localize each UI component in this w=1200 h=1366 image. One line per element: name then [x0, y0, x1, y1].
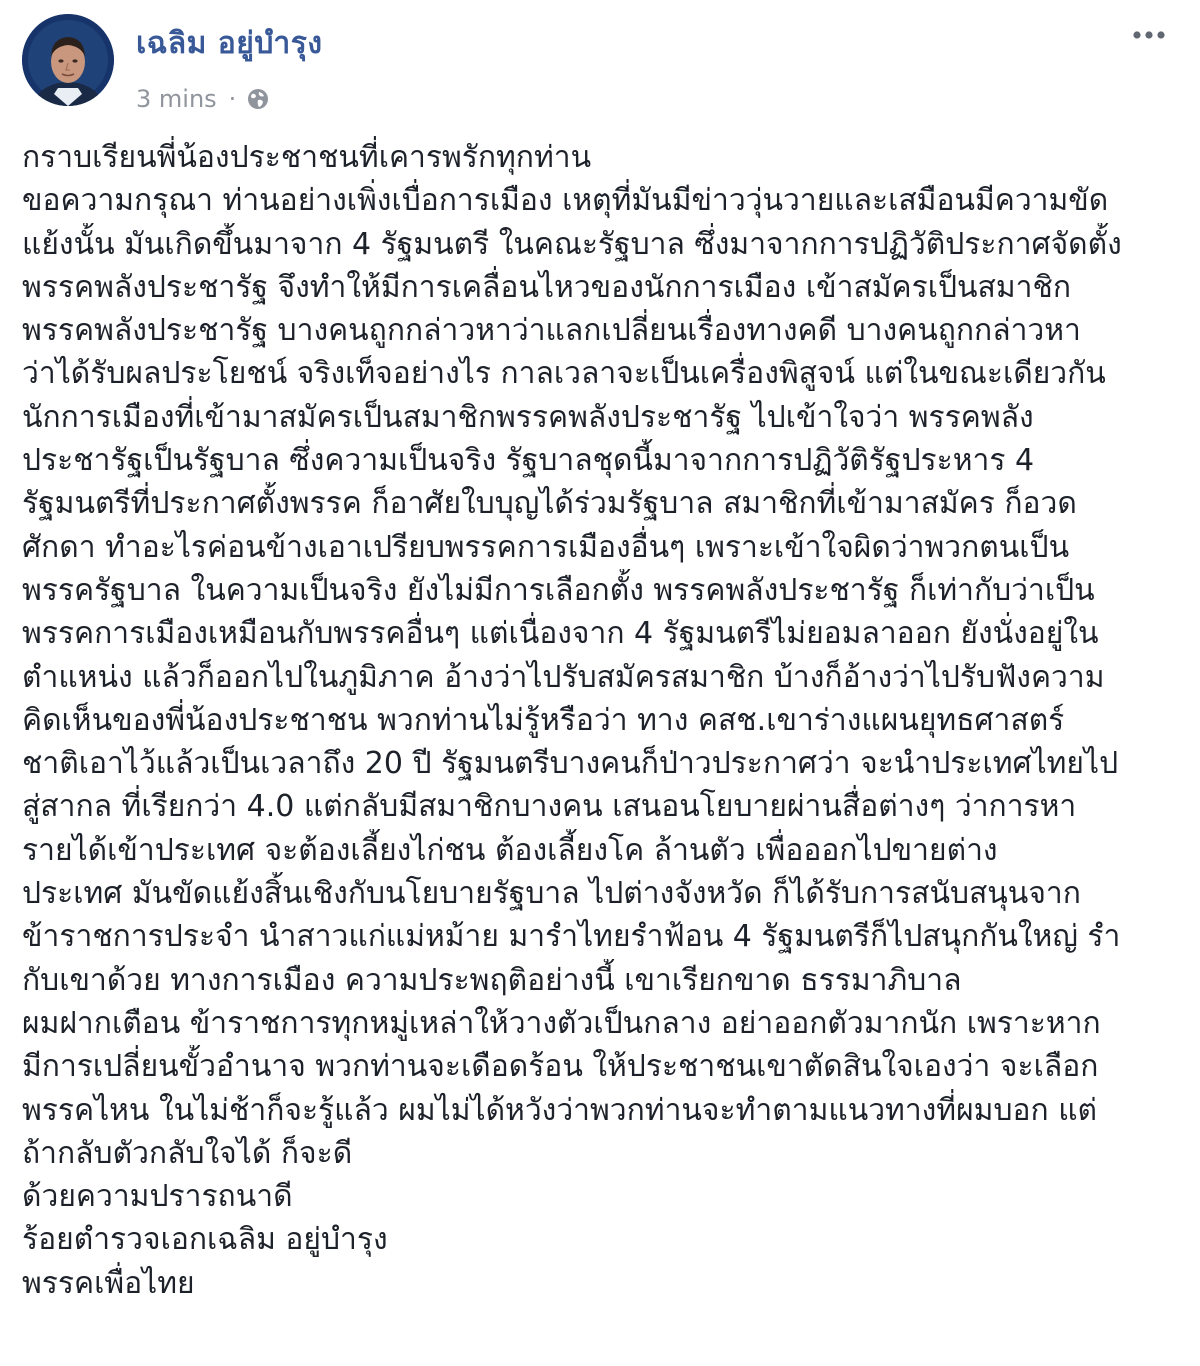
post-text-line: พรรครัฐบาล ในความเป็นจริง ยังไม่มีการเลือกตั้ง พรรคพลังประชารัฐ ก็เท่ากับว่าเป็น [22, 572, 1095, 608]
post-text-line: พรรคเพื่อไทย [22, 1265, 195, 1301]
post-text-line: ร้อยตำรวจเอกเฉลิม อยู่บำรุง [22, 1222, 388, 1258]
post-text-line: พรรคพลังประชารัฐ จึงทำให้มีการเคลื่อนไหวของนักการเมือง เข้าสมัครเป็นสมาชิก [22, 269, 1072, 305]
post-text-line: สู่สากล ที่เรียกว่า 4.0 แต่กลับมีสมาชิกบางคน เสนอนโยบายผ่านสื่อต่างๆ ว่าการหา [22, 789, 1077, 825]
post-text-line: ด้วยความปรารถนาดี [22, 1179, 293, 1215]
post-text-line: รายได้เข้าประเทศ จะต้องเลี้ยงไก่ชน ต้องเลี้ยงโค ล้านตัว เพื่อออกไปขายต่าง [22, 832, 998, 868]
post-text-line: กับเขาด้วย ทางการเมือง ความประพฤติอย่างนี้ เขาเรียกขาด ธรรมาภิบาล [22, 962, 962, 998]
author-name[interactable]: เฉลิม อยู่บำรุง [136, 26, 323, 61]
post-text-line: มีการเปลี่ยนขั้วอำนาจ พวกท่านจะเดือดร้อน ให้ประชาชนเขาตัดสินใจเองว่า จะเลือก [22, 1049, 1099, 1085]
post-text-line: แย้งนั้น มันเกิดขึ้นมาจาก 4 รัฐมนตรี ในคณะรัฐบาล ซึ่งมาจากการปฏิวัติประกาศจัดตั้ง [22, 226, 1122, 262]
meta-separator: · [228, 85, 237, 113]
post-text-line: รัฐมนตรีที่ประกาศตั้งพรรค ก็อาศัยใบบุญได้ร่วมรัฐบาล สมาชิกที่เข้ามาสมัคร ก็อวด [22, 486, 1077, 522]
post-text-line: ศักดา ทำอะไรค่อนข้างเอาเปรียบพรรคการเมืองอื่นๆ เพราะเข้าใจผิดว่าพวกตนเป็น [22, 529, 1070, 565]
post-text-line: กราบเรียนพี่น้องประชาชนที่เคารพรักทุกท่าน [22, 140, 592, 175]
globe-icon[interactable] [246, 87, 270, 111]
profile-photo [22, 14, 114, 106]
post-text-line: ประเทศ มันขัดแย้งสิ้นเชิงกับนโยบายรัฐบาล ไปต่างจังหวัด ก็ได้รับการสนับสนุนจาก [22, 876, 1081, 912]
post-text-line: ข้าราชการประจำ นำสาวแก่แม่หม้าย มารำไทยรำฟ้อน 4 รัฐมนตรีก็ไปสนุกกันใหญ่ รำ [22, 919, 1121, 955]
post-meta [136, 84, 270, 114]
post-header [22, 14, 1178, 114]
post-text-line: ขอความกรุณา ท่านอย่างเพิ่งเบื่อการเมือง เหตุที่มันมีข่าววุ่นวายและเสมือนมีความขัด [22, 183, 1109, 219]
post-text-line: ผมฝากเตือน ข้าราชการทุกหมู่เหล่าให้วางตัวเป็นกลาง อย่าออกตัวมากนัก เพราะหาก [22, 1005, 1101, 1041]
post-text-line: ว่าได้รับผลประโยชน์ จริงเท็จอย่างไร กาลเวลาจะเป็นเครื่องพิสูจน์ แต่ในขณะเดียวกัน [22, 356, 1106, 392]
post-text-line: พรรคพลังประชารัฐ บางคนถูกกล่าวหาว่าแลกเปลี่ยนเรื่องทางคดี บางคนถูกกล่าวหา [22, 313, 1081, 349]
post-text-line: นักการเมืองที่เข้ามาสมัครเป็นสมาชิกพรรคพลังประชารัฐ ไปเข้าใจว่า พรรคพลัง [22, 399, 1034, 435]
avatar[interactable] [22, 14, 114, 106]
more-icon[interactable] [1124, 20, 1174, 50]
post-text-line: คิดเห็นของพี่น้องประชาชน พวกท่านไม่รู้หรือว่า ทาง คสช.เขาร่างแผนยุทธศาสตร์ [22, 702, 1065, 738]
post-text-line: ชาติเอาไว้แล้วเป็นเวลาถึง 20 ปี รัฐมนตรีบางคนก็ป่าวประกาศว่า จะนำประเทศไทยไป [22, 746, 1119, 782]
post-text-line: ตำแหน่ง แล้วก็ออกไปในภูมิภาค อ้างว่าไปรับสมัครสมาชิก บ้างก็อ้างว่าไปรับฟังความ [22, 659, 1105, 695]
post-body [22, 136, 1178, 1305]
post-text-line: ประชารัฐเป็นรัฐบาล ซึ่งความเป็นจริง รัฐบาลชุดนี้มาจากการปฏิวัติรัฐประหาร 4 [22, 443, 1035, 479]
post-text-line: ถ้ากลับตัวกลับใจได้ ก็จะดี [22, 1135, 353, 1171]
post-text-line: พรรคการเมืองเหมือนกับพรรคอื่นๆ แต่เนื่องจาก 4 รัฐมนตรีไม่ยอมลาออก ยังนั่งอยู่ใน [22, 616, 1099, 652]
post-timestamp[interactable]: 3 mins [136, 85, 217, 113]
post-text-line: พรรคไหน ในไม่ช้าก็จะรู้แล้ว ผมไม่ได้หวังว่าพวกท่านจะทำตามแนวทางที่ผมบอก แต่ [22, 1092, 1098, 1128]
